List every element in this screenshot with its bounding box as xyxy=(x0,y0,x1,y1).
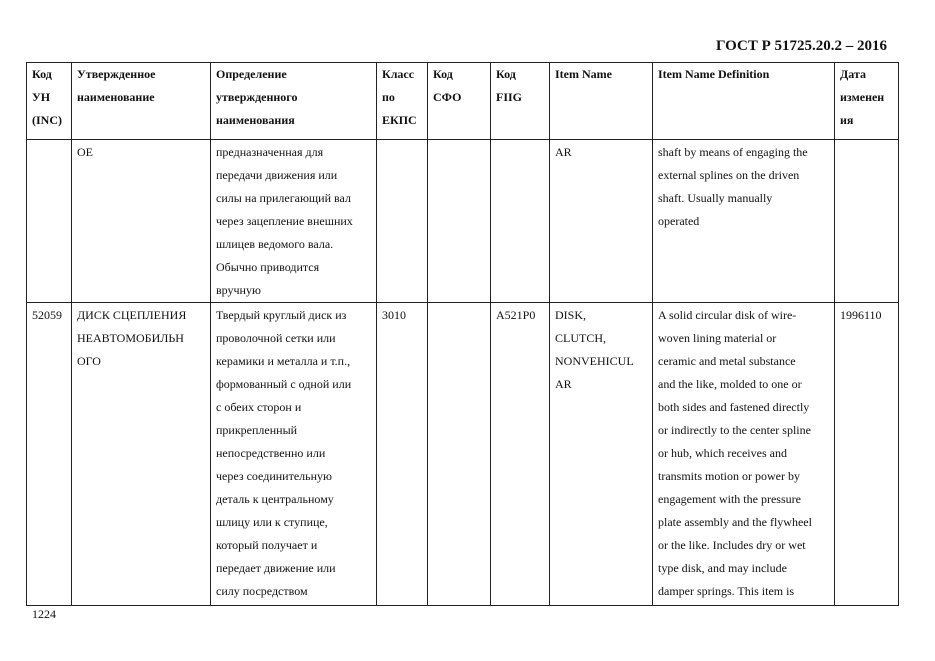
cell-item-name xyxy=(550,140,653,303)
cell-text-line: AR xyxy=(555,145,572,159)
cell-text-line: с обеих сторон и xyxy=(216,400,302,414)
cell-approved-name xyxy=(72,303,211,606)
document-title: ГОСТ Р 51725.20.2 – 2016 xyxy=(715,38,887,54)
cell-text-line: engagement with the pressure xyxy=(658,492,801,506)
cell-text-line: 1996110 xyxy=(840,308,882,322)
cell-text-line: Твердый круглый диск из xyxy=(216,308,347,322)
header-text-line: ия xyxy=(840,113,854,127)
cell-text-line: DISK, xyxy=(555,308,587,322)
cell-text-line: 3010 xyxy=(382,308,406,322)
cell-text-line: woven lining material or xyxy=(658,331,777,345)
header-text-line: Item Name xyxy=(555,67,612,81)
cell-text-line: Обычно приводится xyxy=(216,260,320,274)
cell-text-line: ДИСК СЦЕПЛЕНИЯ xyxy=(77,308,187,322)
cell-text-line: керамики и металла и т.п., xyxy=(216,354,351,368)
catalog-table xyxy=(26,62,899,606)
cell-change-date xyxy=(835,140,899,303)
header-text-line: Item Name Definition xyxy=(658,67,770,81)
cell-definition xyxy=(211,140,377,303)
header-item-name xyxy=(550,63,653,140)
cell-text-line: A521P0 xyxy=(496,308,536,322)
cell-text-line: деталь к центральному xyxy=(216,492,334,506)
cell-sfo-code xyxy=(428,140,491,303)
header-definition xyxy=(211,63,377,140)
cell-text-line: operated xyxy=(658,214,700,228)
header-item-name-definition xyxy=(653,63,835,140)
cell-sfo-code xyxy=(428,303,491,606)
cell-text-line: or hub, which receives and xyxy=(658,446,787,460)
cell-text-line: damper springs. This item is xyxy=(658,584,795,598)
cell-text-line: через соединительную xyxy=(216,469,333,483)
header-change-date xyxy=(835,63,899,140)
cell-ekps-class xyxy=(377,303,428,606)
table-body xyxy=(27,140,899,606)
cell-text-line: проволочной сетки или xyxy=(216,331,336,345)
table-row xyxy=(27,303,899,606)
cell-inc-code xyxy=(27,303,72,606)
cell-text-line: plate assembly and the flywheel xyxy=(658,515,812,529)
header-text-line: УН xyxy=(32,90,51,104)
header-fiig-code xyxy=(491,63,550,140)
cell-text-line: ОГО xyxy=(77,354,101,368)
cell-text-line: вручную xyxy=(216,283,261,297)
cell-text-line: который получает и xyxy=(216,538,318,552)
cell-text-line: 52059 xyxy=(32,308,62,322)
cell-text-line: шлицев ведомого вала. xyxy=(216,237,334,251)
cell-change-date xyxy=(835,303,899,606)
cell-text-line: or the like. Includes dry or wet xyxy=(658,538,806,552)
cell-text-line: шлицу или к ступице, xyxy=(216,515,328,529)
table-row xyxy=(27,140,899,303)
header-inc-code xyxy=(27,63,72,140)
cell-text-line: формованный с одной или xyxy=(216,377,352,391)
cell-text-line: силы на прилегающий вал xyxy=(216,191,351,205)
cell-ekps-class xyxy=(377,140,428,303)
header-ekps-class xyxy=(377,63,428,140)
cell-text-line: or indirectly to the center spline xyxy=(658,423,811,437)
header-text-line: утвержденного xyxy=(216,90,298,104)
cell-text-line: and the like, molded to one or xyxy=(658,377,802,391)
cell-text-line: shaft by means of engaging the xyxy=(658,145,808,159)
header-text-line: Код xyxy=(496,67,516,81)
header-sfo-code xyxy=(428,63,491,140)
cell-text-line: NONVEHICUL xyxy=(555,354,634,368)
cell-text-line: прикрепленный xyxy=(216,423,298,437)
header-text-line: по xyxy=(382,90,395,104)
cell-text-line: ОЕ xyxy=(77,145,93,159)
cell-text-line: непосредственно или xyxy=(216,446,326,460)
cell-text-line: через зацепление внешних xyxy=(216,214,353,228)
header-text-line: Определение xyxy=(216,67,287,81)
cell-text-line: силу посредством xyxy=(216,584,308,598)
cell-text-line: shaft. Usually manually xyxy=(658,191,773,205)
cell-text-line: ceramic and metal substance xyxy=(658,354,796,368)
cell-text-line: transmits motion or power by xyxy=(658,469,800,483)
cell-text-line: type disk, and may include xyxy=(658,561,787,575)
cell-text-line: CLUTCH, xyxy=(555,331,606,345)
header-text-line: Код xyxy=(32,67,52,81)
header-text-line: наименования xyxy=(216,113,295,127)
cell-text-line: A solid circular disk of wire- xyxy=(658,308,797,322)
header-approved-name xyxy=(72,63,211,140)
header-text-line: Класс xyxy=(382,67,415,81)
header-text-line: Утвержденное xyxy=(77,67,156,81)
header-text-line: наименование xyxy=(77,90,155,104)
cell-item-name-definition xyxy=(653,303,835,606)
header-row xyxy=(27,63,899,140)
cell-text-line: НЕАВТОМОБИЛЬН xyxy=(77,331,184,345)
cell-definition xyxy=(211,303,377,606)
cell-text-line: external splines on the driven xyxy=(658,168,800,182)
header-text-line: изменен xyxy=(840,90,885,104)
cell-text-line: предназначенная для xyxy=(216,145,324,159)
page-number: 1224 xyxy=(32,607,56,621)
cell-text-line: передачи движения или xyxy=(216,168,338,182)
header-text-line: Код xyxy=(433,67,453,81)
cell-fiig-code xyxy=(491,140,550,303)
cell-text-line: передает движение или xyxy=(216,561,336,575)
cell-item-name-definition xyxy=(653,140,835,303)
header-text-line: ЕКПС xyxy=(382,113,417,127)
cell-text-line: AR xyxy=(555,377,572,391)
cell-inc-code xyxy=(27,140,72,303)
header-text-line: (INC) xyxy=(32,113,62,127)
header-text-line: Дата xyxy=(840,67,866,81)
cell-item-name xyxy=(550,303,653,606)
cell-text-line: both sides and fastened directly xyxy=(658,400,810,414)
cell-fiig-code xyxy=(491,303,550,606)
cell-approved-name xyxy=(72,140,211,303)
header-text-line: FIIG xyxy=(496,90,523,104)
header-text-line: СФО xyxy=(433,90,462,104)
